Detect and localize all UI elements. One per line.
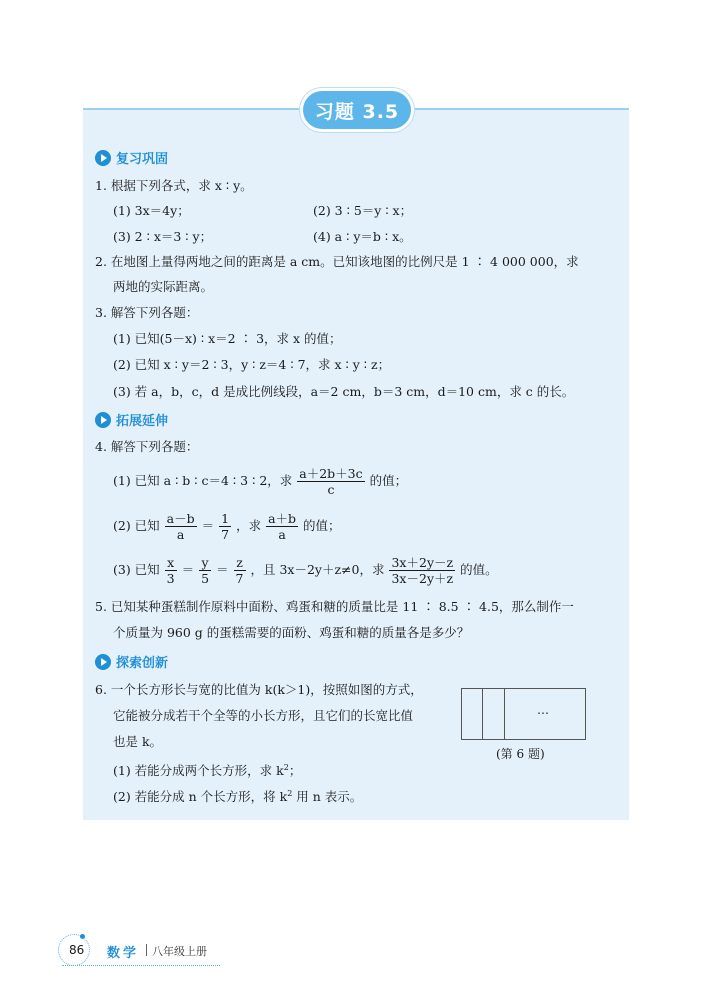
fraction-denominator: 3x－2y＋z xyxy=(391,571,454,586)
fraction-numerator: z xyxy=(234,555,246,571)
q1-part4: (4) a ∶ y＝b ∶ x。 xyxy=(313,229,412,244)
q6-part1 xyxy=(113,760,301,779)
q3-stem: 3. 解答下列各题： xyxy=(95,305,199,320)
q5-line1: 5. 已知某种蛋糕制作原料中面粉、鸡蛋和糖的质量比是 11 ∶ 8.5 ∶ 4.5，那么制作一 xyxy=(95,599,574,614)
q3-part3: (3) 若 a，b，c，d 是成比例线段，a＝2 cm，b＝3 cm，d＝10 cm，求 c 的长。 xyxy=(113,384,575,399)
fraction-numerator: x xyxy=(165,555,177,571)
q6-part1-pre: (1) 若能分成两个长方形，求 k xyxy=(113,763,284,779)
play-arrow-icon xyxy=(95,150,111,166)
fraction-numerator: y xyxy=(199,555,211,571)
rectangle-figure xyxy=(461,688,586,740)
q6-line1: 6. 一个长方形长与宽的比值为 k(k＞1)，按照如图的方式， xyxy=(95,682,423,697)
equals-sign: ＝ xyxy=(181,562,195,577)
fraction-denominator: c xyxy=(327,482,335,497)
q4-part3-mid: ，且 3x－2y＋z≠0，求 xyxy=(250,562,385,577)
q4-part2-fraction-1 xyxy=(165,511,197,542)
q4-part3-pre: (3) 已知 xyxy=(113,562,160,577)
fraction-denominator: a xyxy=(278,527,286,542)
play-arrow-icon xyxy=(95,654,111,670)
fraction-denominator: 7 xyxy=(235,571,244,586)
q4-part2-fraction-3 xyxy=(266,511,298,542)
q4-part3 xyxy=(113,555,498,586)
fraction-numerator: a＋2b＋3c xyxy=(299,466,363,481)
q4-part1-post: 的值； xyxy=(369,473,408,488)
fraction-numerator: a－b xyxy=(166,511,195,526)
q6-line2: 它能被分成若干个全等的小长方形，且它们的长宽比值 xyxy=(113,708,414,723)
section-explore xyxy=(95,652,168,671)
section-extend-label: 拓展延伸 xyxy=(116,414,169,429)
figure-ellipsis: … xyxy=(537,703,549,717)
figure-caption: (第 6 题) xyxy=(496,747,545,761)
q6-line3: 也是 k。 xyxy=(113,734,163,749)
page-number: 86 xyxy=(69,943,85,957)
q4-part3-fraction-2 xyxy=(199,555,211,586)
exercise-title: 习题 3.5 xyxy=(303,91,411,129)
q4-part3-fraction-1 xyxy=(165,555,177,586)
q4-part1-fraction xyxy=(297,466,364,497)
fraction-numerator: a＋b xyxy=(268,511,297,526)
subject-label: 数学 xyxy=(107,946,140,961)
q4-part2-post: 的值； xyxy=(303,518,341,533)
divider-line xyxy=(482,689,483,739)
grade-label: 八年级上册 xyxy=(152,945,207,958)
q1-part2: (2) 3 ∶ 5＝y ∶ x； xyxy=(313,203,413,218)
equals-sign: ＝ xyxy=(201,518,215,533)
footer-separator xyxy=(146,944,147,956)
q6-part1-post: ； xyxy=(288,763,302,779)
superscript: 2 xyxy=(283,763,289,772)
q3-part2: (2) 已知 x ∶ y＝2 ∶ 3，y ∶ z＝4 ∶ 7，求 x ∶ y ∶ z； xyxy=(113,357,391,372)
q4-part1 xyxy=(113,466,407,497)
q2-line2: 两地的实际距离。 xyxy=(113,279,214,294)
fraction-denominator: 7 xyxy=(221,527,230,542)
section-explore-label: 探索创新 xyxy=(116,656,169,671)
fraction-denominator: 5 xyxy=(201,571,210,586)
fraction-denominator: a xyxy=(176,527,185,542)
section-extend xyxy=(95,410,168,429)
section-review-label: 复习巩固 xyxy=(116,152,169,167)
divider-line xyxy=(504,689,505,739)
q4-part2 xyxy=(113,511,341,542)
q6-part2-post: 用 n 表示。 xyxy=(292,789,363,805)
q4-part3-fraction-3 xyxy=(234,555,246,586)
q1-stem: 1. 根据下列各式，求 x ∶ y。 xyxy=(95,178,253,193)
q4-part3-fraction-4 xyxy=(389,555,455,586)
q4-part2-pre: (2) 已知 xyxy=(113,518,160,533)
q4-part3-post: 的值。 xyxy=(460,562,498,577)
equals-sign: ＝ xyxy=(216,562,229,577)
section-review xyxy=(95,148,168,167)
q5-line2: 个质量为 960 g 的蛋糕需要的面粉、鸡蛋和糖的质量各是多少？ xyxy=(113,625,470,640)
q4-part2-mid: ，求 xyxy=(236,518,262,533)
q4-stem: 4. 解答下列各题： xyxy=(95,439,199,454)
play-arrow-icon xyxy=(95,412,111,428)
superscript: 2 xyxy=(287,789,293,798)
q1-part3: (3) 2 ∶ x＝3 ∶ y； xyxy=(113,229,213,244)
q6-part2-pre: (2) 若能分成 n 个长方形，将 k xyxy=(113,789,288,805)
footer-rule xyxy=(62,965,220,966)
q4-part1-pre: (1) 已知 a ∶ b ∶ c＝4 ∶ 3 ∶ 2，求 xyxy=(113,473,293,488)
fraction-denominator: 3 xyxy=(166,571,175,586)
q1-part1: (1) 3x＝4y； xyxy=(113,203,190,218)
q3-part1: (1) 已知(5－x) ∶ x＝2 ∶ 3，求 x 的值； xyxy=(113,331,342,346)
fraction-numerator: 1 xyxy=(221,511,230,526)
footer-dot xyxy=(80,934,85,939)
q2-line1: 2. 在地图上量得两地之间的距离是 a cm。已知该地图的比例尺是 1 ∶ 4 000 000，求 xyxy=(95,254,579,269)
fraction-numerator: 3x＋2y－z xyxy=(391,555,454,570)
q4-part2-fraction-2 xyxy=(219,511,231,542)
q6-part2 xyxy=(113,786,362,805)
